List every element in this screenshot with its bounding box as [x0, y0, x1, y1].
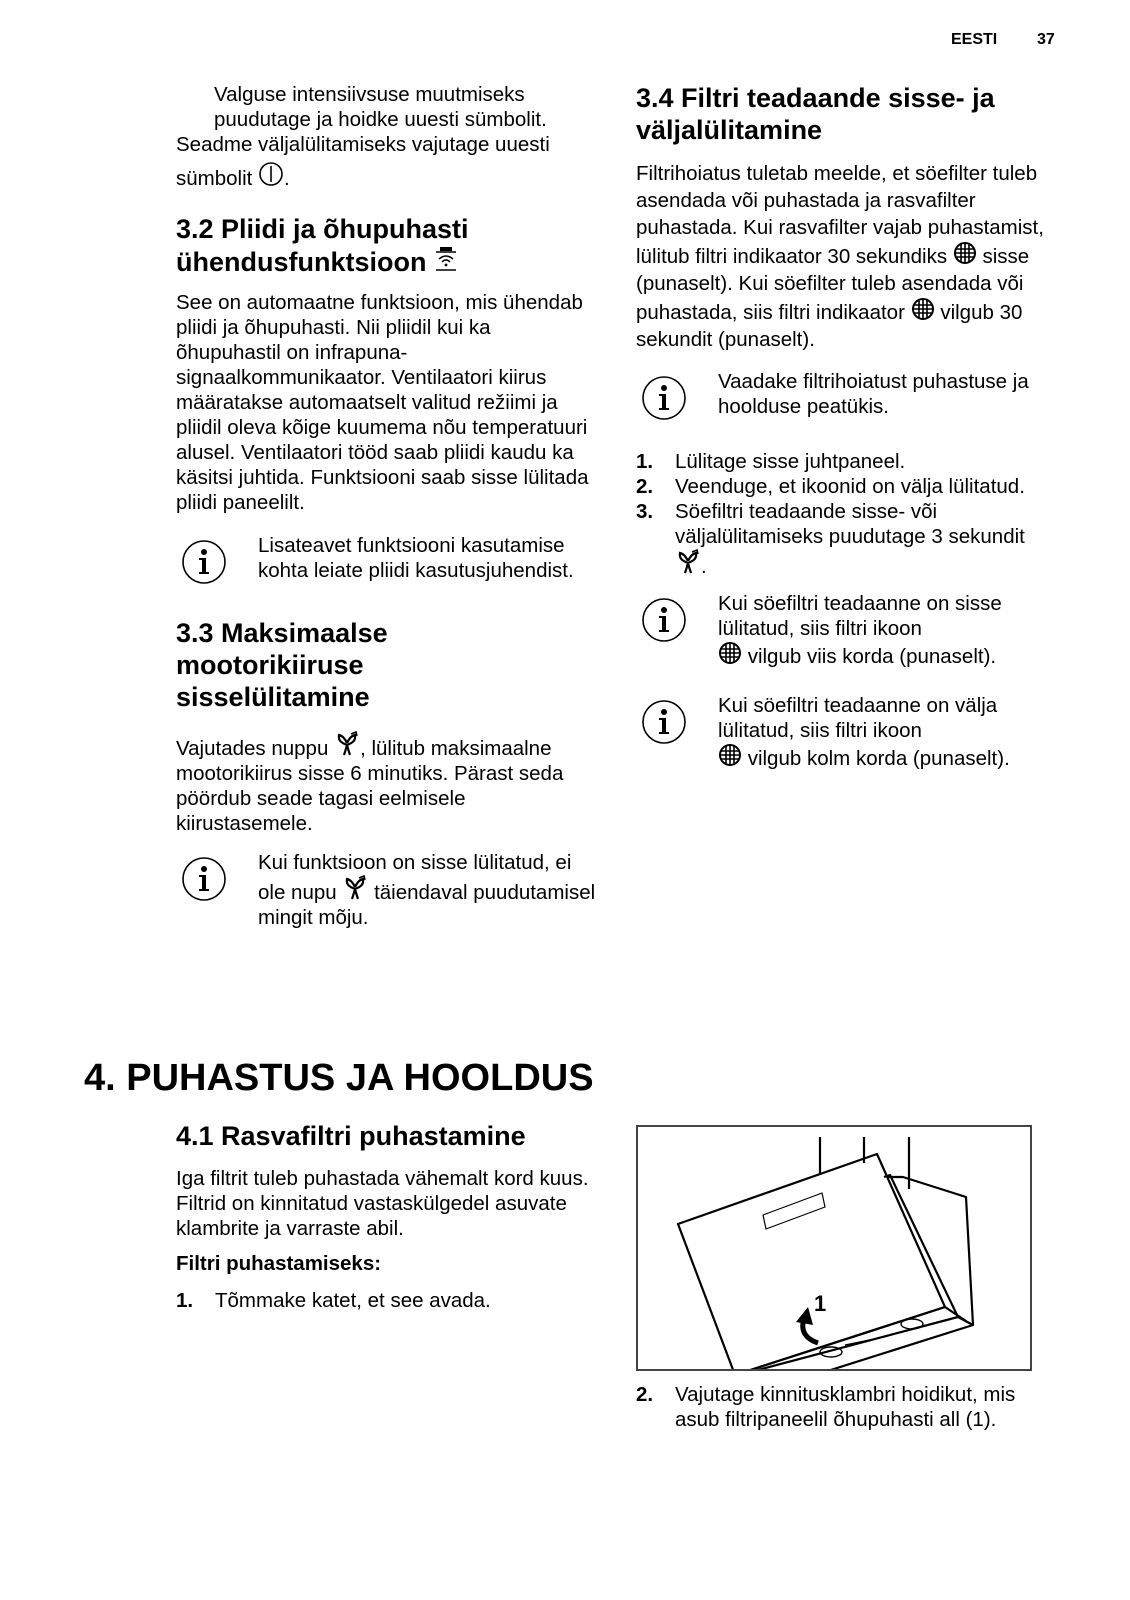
section-4-1	[176, 1120, 606, 1313]
info-note	[176, 533, 596, 593]
step-item: 3. Söefiltri teadaande sisse- või väljalülitamiseks puudutage 3 sekundit .	[636, 500, 1025, 578]
fan-boost-icon	[342, 875, 368, 901]
filter-grid-icon	[718, 743, 742, 767]
step-2-container	[636, 1382, 1046, 1432]
info-note-text: Vaadake filtrihoiatust puhastuse ja hoolduse peatükis.	[718, 370, 1029, 418]
cooker-hood-illustration	[636, 1125, 1032, 1371]
step-item: 1. Tõmmake katet, et see avada.	[176, 1289, 491, 1312]
filter-grid-icon	[718, 641, 742, 665]
section-3-3-title: 3.3 Maksimaalse mootorikiiruse sisselülitamine	[176, 618, 388, 712]
hob-hood-link-icon	[434, 245, 458, 273]
intro-text-2: Seadme väljalülitamiseks vajutage uuesti	[176, 133, 550, 156]
step-item: 2. Vajutage kinnitusklambri hoidikut, mis asub filtripaneelil õhupuhasti all (1).	[636, 1383, 1016, 1431]
section-4-1-subheading: Filtri puhastamiseks:	[176, 1252, 382, 1275]
steps-list	[176, 1288, 606, 1313]
info-note	[636, 369, 1046, 429]
info-note-text: Kui söefiltri teadaanne on sisse lülitatud, siis filtri ikoon vilgub viis korda (punaselt).	[718, 592, 1002, 668]
section-3-4-body: Filtrihoiatus tuletab meelde, et söefilter tuleb asendada või puhastada ja rasvafilter puhastada. Kui rasvafilter vajab puhastamist, lülitub filtri indikaator 30 sekundiks sisse (punaselt). Kui söefilter tuleb asendada või puhastada, siis filtri indikaator vilgub 30 sekundit (punaselt).	[636, 162, 1044, 351]
step-item: 1. Lülitage sisse juhtpaneel.	[636, 450, 906, 473]
info-note	[636, 693, 1046, 771]
info-icon	[641, 699, 687, 745]
section-3-2-body: See on automaatne funktsioon, mis ühendab pliidi ja õhupuhasti. Nii pliidil kui ka õhupuhastil on infrapuna-signaalkommunikaator. Ventilaatori kiirus määratakse automaatselt valitud režiimi ja pliidil oleva kõige kuumema nõu temperatuuri alusel. Ventilaatori tööd saab pliidi kaudu ka käsitsi juhtida. Funktsiooni saab sisse lülitada pliidi paneelilt.	[176, 291, 589, 514]
section-4-1-body: Iga filtrit tuleb puhastada vähemalt kord kuus. Filtrid on kinnitatud vastaskülgedel asuvate klambrite ja varraste abil.	[176, 1167, 589, 1240]
info-note	[176, 850, 596, 930]
info-note	[636, 591, 1046, 669]
page-number: 37	[1037, 31, 1055, 48]
intro-text-3: sümbolit .	[176, 161, 596, 191]
section-3-3-body: Vajutades nuppu , lülitub maksimaalne mootorikiirus sisse 6 minutiks. Pärast seda pöördub seade tagasi eelmisele kiirustasemele.	[176, 731, 596, 836]
page-header	[0, 29, 1130, 53]
step-item: 2. Veenduge, et ikoonid on välja lülitatud.	[636, 475, 1025, 498]
steps-list	[636, 1382, 1046, 1432]
intro-text: Valguse intensiivsuse muutmiseks puudutage ja hoidke uuesti sümbolit.	[214, 83, 547, 131]
section-3-4-title: 3.4 Filtri teadaande sisse- ja väljalülitamine	[636, 83, 995, 145]
right-column	[636, 82, 1046, 771]
callout-number: 1	[814, 1291, 827, 1316]
hood-drawing	[638, 1127, 1030, 1369]
info-note-text: Kui funktsioon on sisse lülitatud, ei ole nupu täiendaval puudutamisel mingit mõju.	[258, 851, 596, 929]
info-icon	[641, 597, 687, 643]
fan-boost-icon	[334, 731, 360, 757]
fan-boost-icon	[675, 549, 701, 575]
filter-grid-icon	[953, 241, 977, 265]
filter-grid-icon	[911, 297, 935, 321]
section-3-2-title: 3.2 Pliidi ja õhupuhasti ühendusfunktsioon	[176, 214, 469, 277]
info-icon	[181, 539, 227, 585]
info-icon	[641, 375, 687, 421]
section-4-1-title: 4.1 Rasvafiltri puhastamine	[176, 1121, 526, 1151]
info-note-text: Kui söefiltri teadaanne on välja lülitatud, siis filtri ikoon vilgub kolm korda (punaselt).	[718, 694, 1010, 770]
left-column	[176, 82, 596, 930]
language-label: EESTI	[951, 31, 998, 48]
chapter-4-title: 4. PUHASTUS JA HOOLDUS	[84, 1057, 594, 1099]
info-note-text: Lisateavet funktsiooni kasutamise kohta leiate pliidi kasutusjuhendist.	[258, 534, 574, 582]
steps-list	[636, 449, 1046, 579]
power-icon	[258, 161, 284, 187]
info-icon	[181, 856, 227, 902]
